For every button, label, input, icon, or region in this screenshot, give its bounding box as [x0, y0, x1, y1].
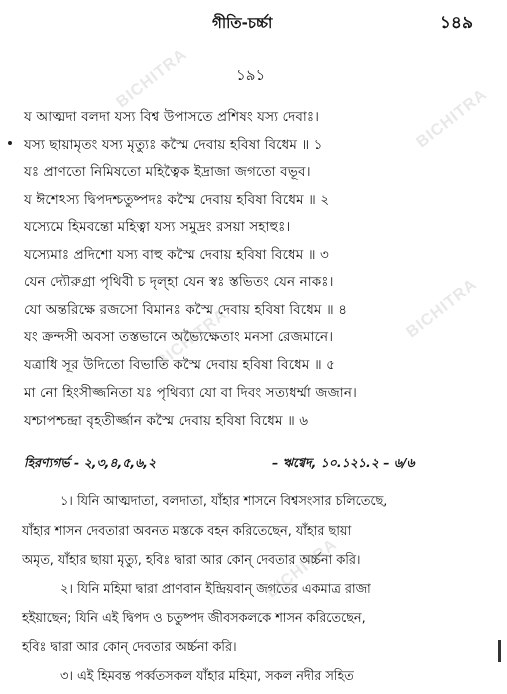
watermark: BICHITRA [263, 535, 341, 602]
translation-line: ১। যিনি আত্মদাতা, বলদাতা, যাঁহার শাসনে বিশ্বসংসার চলিতেছে, [60, 494, 388, 509]
watermark: BICHITRA [413, 85, 491, 152]
translation-line: যাঁহার শাসন দেবতারা অবনত মস্তকে বহন করিতেছেন, যাঁহার ছায়া [22, 524, 352, 539]
page-edge-mark [498, 640, 501, 662]
watermark: BICHITRA [403, 275, 481, 342]
watermark: BICHITRA [113, 45, 191, 112]
handwritten-reference-right: – ঋগ্বেদ, ১০.১২১.২ – ৬/৬ [272, 455, 415, 470]
verse-line: যস্যেমে হিমবন্তো মহিত্বা যস্য সমুদ্রং রসয়া সহাহুঃ। [24, 219, 291, 235]
verse-line: যং ক্রন্দসী অবসা তস্তভানে অভ্যৈক্ষেতাং মনসা রেজমানে। [24, 329, 334, 345]
handwritten-reference-left: হিরণ্যগর্ভ - ২,৩,৪,৫,৬,২ [24, 455, 157, 470]
verse-line: য আত্মদা বলদা যস্য বিশ্ব উপাসতে প্রশিষং যস্য দেবাঃ। [24, 109, 320, 125]
translation-line: অমৃত, যাঁহার ছায়া মৃত্যু, হবিঃ দ্বারা আর কোন্ দেবতার অর্চ্চনা করি। [22, 553, 361, 568]
translation-line: হবিঃ দ্বারা আর কোন্ দেবতার অর্চ্চনা করি। [22, 640, 237, 655]
verse-line: যো অন্তরিক্ষে রজসো বিমানঃ কস্মৈ দেবায় হবিষা বিধেম ॥ ৪ [24, 302, 348, 318]
running-header-title: গীতি-চর্চ্চা [212, 14, 273, 32]
verse-line: য ঈশেঽস্য দ্বিপদশ্চতুষ্পদঃ কস্মৈ দেবায় হবিষা বিধেম ॥ ২ [24, 192, 330, 208]
watermark: BICHITRA [153, 305, 231, 372]
verse-line: যশ্চাপশ্চন্দ্রা বৃহতীর্জ্জান কস্মৈ দেবায় হবিষা বিধেম ॥ ৬ [24, 413, 309, 429]
verse-line: মা নো হিংসীজ্জনিতা যঃ পৃথিব্যা যো বা দিবং সত্যধর্ম্মা জজান। [24, 385, 358, 401]
verse-line: যস্যেমাঃ প্রদিশো যস্য বাহু কস্মৈ দেবায় হবিষা বিধেম ॥ ৩ [24, 247, 329, 263]
verse-line: যস্য ছায়ামৃতং যস্য মৃত্যুঃ কস্মৈ দেবায় হবিষা বিধেম ॥ ১ [24, 137, 323, 153]
verse-line: যঃ প্রাণতো নিমিষতো মহিত্বৈক ইদ্রাজা জগতো বভূব। [24, 164, 311, 180]
verse-line: যত্রাধি সূর উদিতো বিভাতি কস্মৈ দেবায় হবিষা বিধেম ॥ ৫ [24, 357, 336, 373]
translation-line: ২। যিনি মহিমা দ্বারা প্রাণবান ইন্দ্রিয়বান্ জগতের একমাত্র রাজা [60, 582, 371, 597]
translation-line: হইয়াছেন; যিনি এই দ্বিপদ ও চতুষ্পদ জীবসকলকে শাসন করিতেছেন, [22, 611, 366, 626]
verse-line: যেন দ্যৌরুগ্রা পৃথিবী চ দৃল্হা যেন স্বঃ স্তভিতং যেন নাকঃ। [24, 274, 334, 290]
page-number: ১৪৯ [439, 13, 473, 33]
hymn-number: ১৯১ [236, 66, 266, 84]
translation-line: ৩। এই হিমবন্ত পর্ব্বতসকল যাঁহার মহিমা, সকল নদীর সহিত [60, 669, 354, 684]
margin-bullet [8, 141, 12, 145]
